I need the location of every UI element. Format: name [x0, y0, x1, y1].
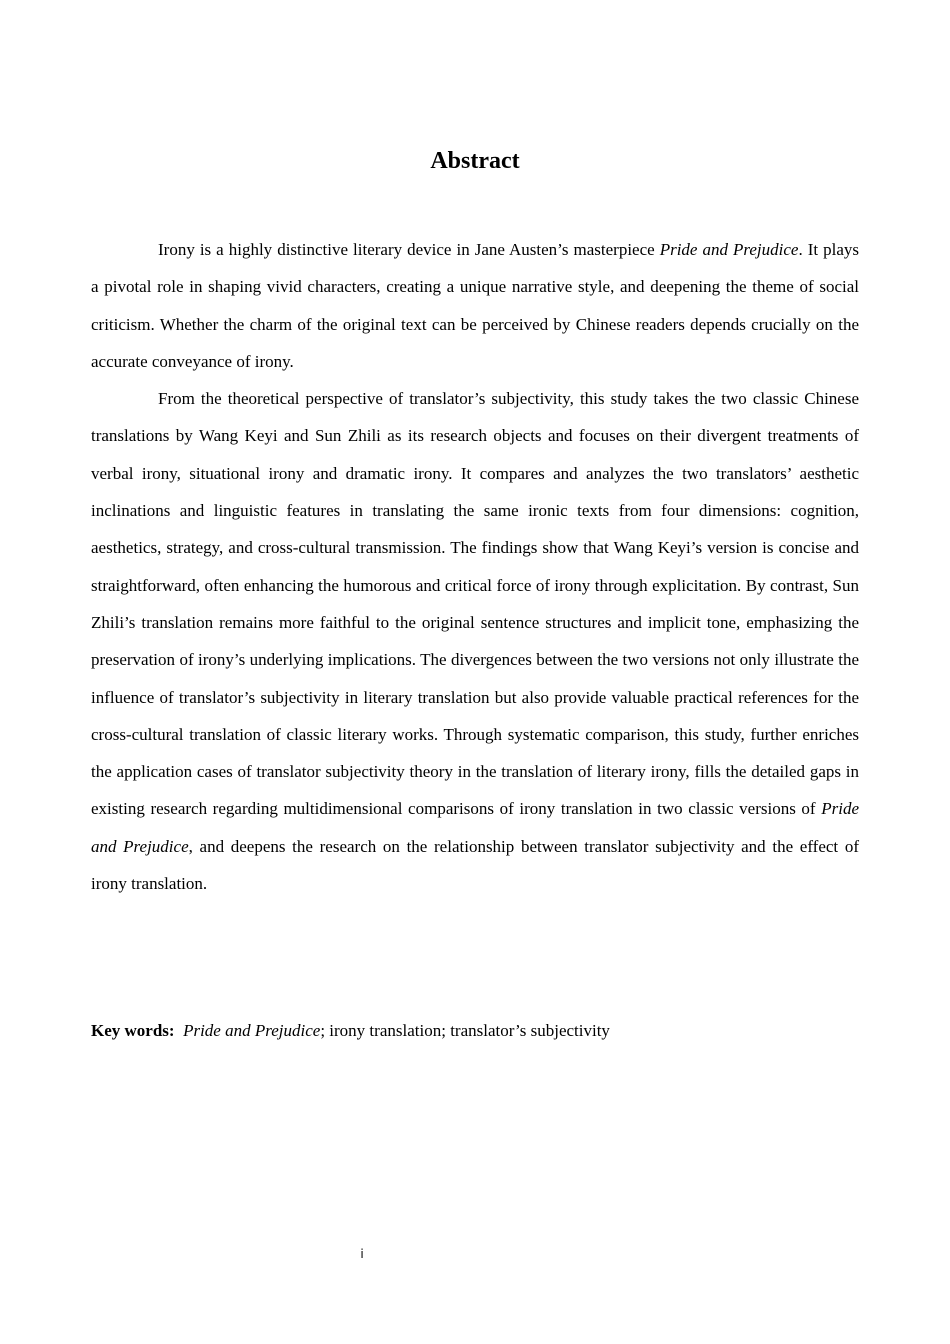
- paragraph-2-text-start: From the theoretical perspective of translator’s subjectivity, this study takes the two classic Chinese translations by Wang Keyi and Sun Zhili as its research objects and focuses on their divergent treatments of verbal irony, situational irony and dramatic irony. It compares and analyzes the two translators’ aesthetic inclinations and linguistic features in translating the same ironic texts from four dimensions: cognition, aesthetics, strategy, and cross-cultural transmission. The findings show that Wang Keyi’s version is concise and straightforward, often enhancing the humorous and critical force of irony through explicitation. By contrast, Sun Zhili’s translation remains more faithful to the original sentence structures and implicit tone, emphasizing the preservation of irony’s underlying implications. The divergences between the two versions not only illustrate the influence of translator’s subjectivity in literary translation but also provide valuable practical references for the cross-cultural translation of classic literary works. Through systematic comparison, this study, further enriches the application cases of translator subjectivity theory in the translation of literary irony, fills the detailed gaps in existing research regarding multidimensional comparisons of irony translation in two classic versions of: [91, 389, 859, 819]
- paragraph-1-text-end: . It plays a pivotal role in shaping vivid characters, creating a unique narrative style, and deepening the theme of social criticism. Whether the charm of the original text can be perceived by Chinese readers depends crucially on the accurate conveyance of irony.: [91, 240, 859, 371]
- keyword-separator: ;: [441, 1021, 451, 1040]
- keyword-separator: ;: [320, 1021, 330, 1040]
- book-title-italic: Pride and Prejudice: [91, 799, 859, 856]
- page-title: Abstract: [430, 148, 520, 174]
- paragraph-1-text-start: Irony is a highly distinctive literary device in Jane Austen’s masterpiece: [158, 240, 660, 259]
- abstract-body: [91, 231, 859, 902]
- abstract-paragraph-1: [91, 231, 859, 380]
- keywords-line: [91, 1016, 859, 1046]
- page-number: i: [360, 1247, 364, 1261]
- keyword-3: translator’s subjectivity: [450, 1021, 610, 1040]
- book-title-italic: Pride and Prejudice: [659, 240, 799, 259]
- keywords-label: Key words:: [91, 1021, 175, 1040]
- keyword-2: irony translation: [329, 1021, 442, 1040]
- abstract-paragraph-2: [91, 380, 859, 902]
- paragraph-2-text-end: , and deepens the research on the relationship between translator subjectivity and the effect of irony translation.: [91, 836, 859, 894]
- keyword-1: Pride and Prejudice: [183, 1021, 321, 1040]
